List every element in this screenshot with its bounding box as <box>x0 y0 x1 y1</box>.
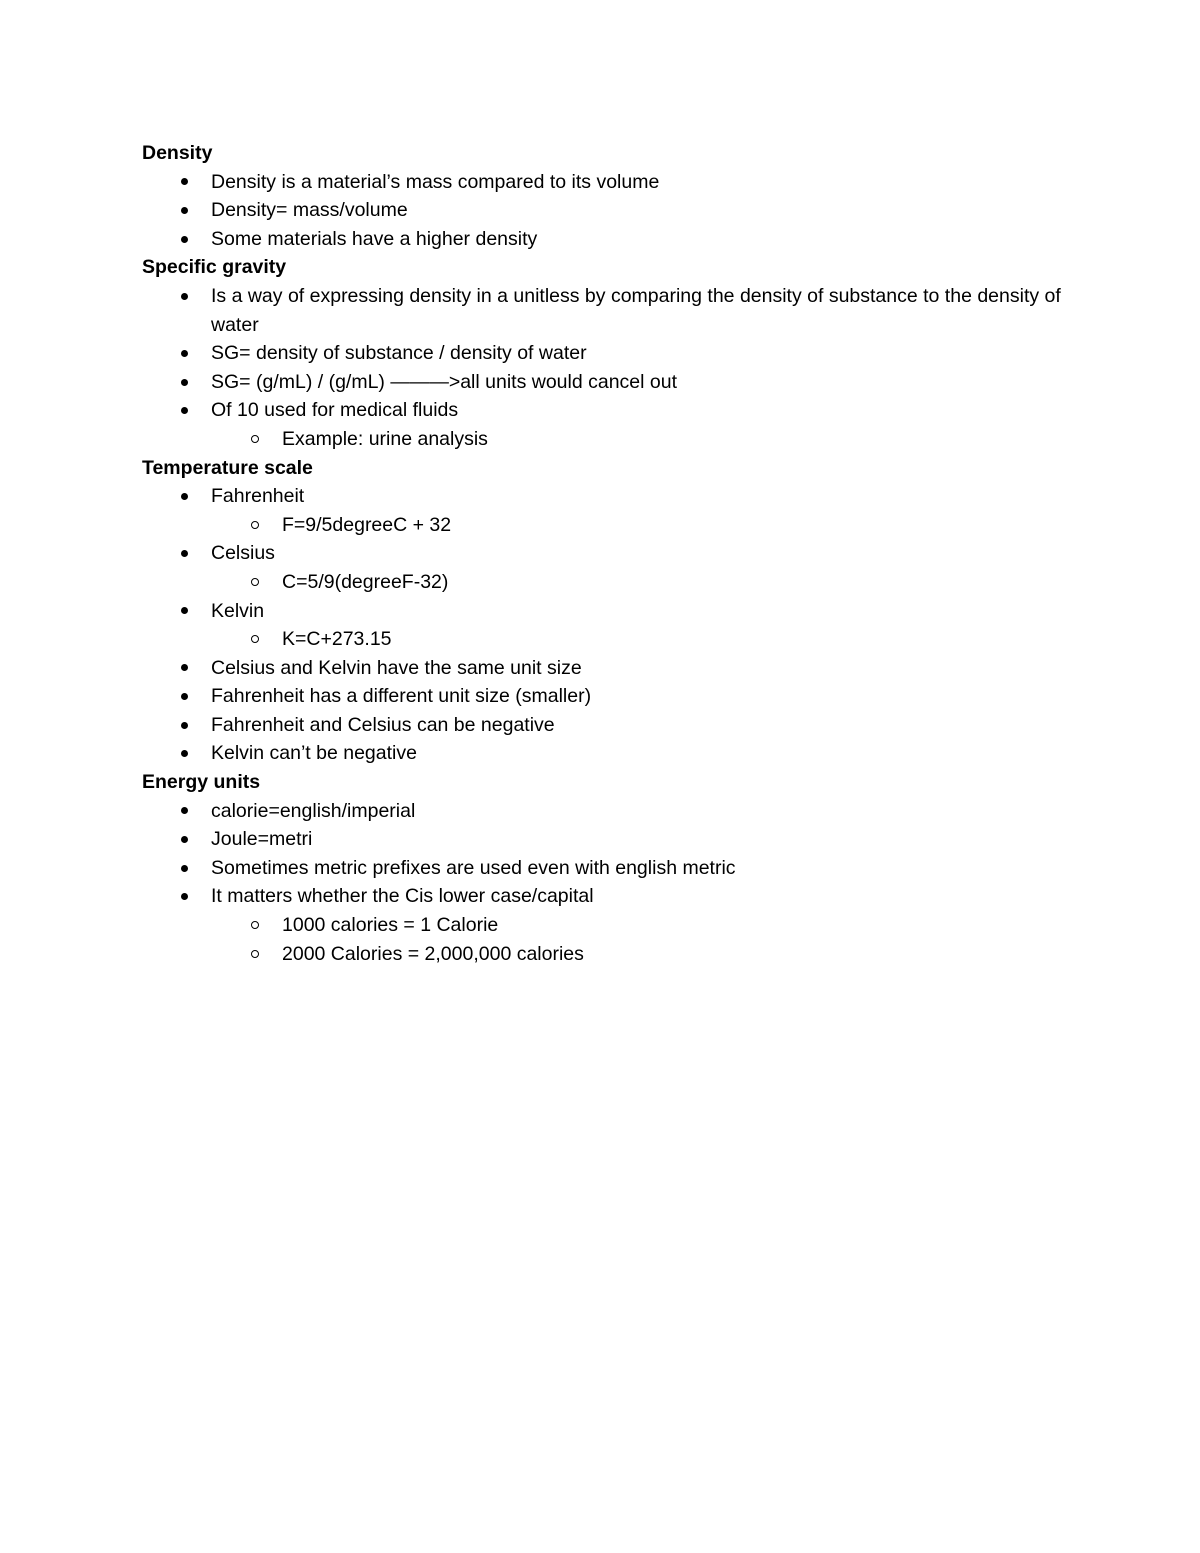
list-item-text: Kelvin <box>211 599 265 622</box>
list-item-text: Of 10 used for medical fluids <box>211 399 459 422</box>
list-item <box>142 168 1082 197</box>
list-item <box>142 368 1082 397</box>
list-item-text: SG= density of substance / density of water <box>211 342 587 365</box>
sub-list-item-text: 2000 Calories = 2,000,000 calories <box>282 942 584 965</box>
bullet-icon <box>178 339 190 368</box>
list-item-text: Celsius and Kelvin have the same unit size <box>211 656 582 679</box>
list-item <box>142 682 1082 711</box>
bullet-icon <box>178 682 190 711</box>
bullet-icon <box>178 597 190 626</box>
list-item <box>142 225 1082 254</box>
bullet-icon <box>178 196 190 225</box>
list-item <box>142 797 1082 826</box>
list-item <box>142 654 1082 683</box>
hollow-bullet-icon <box>249 511 261 540</box>
section-heading-density: Density <box>142 142 213 164</box>
sub-list-item <box>142 625 1082 654</box>
bullet-icon <box>178 368 190 397</box>
list-item-text: Density is a material’s mass compared to its volume <box>211 170 660 193</box>
hollow-bullet-icon <box>249 940 261 969</box>
list-item-text: Sometimes metric prefixes are used even with english metric <box>211 856 736 879</box>
section-heading-specific-gravity: Specific gravity <box>142 256 287 279</box>
list-item-text: Kelvin can’t be negative <box>211 742 417 765</box>
bullet-icon <box>178 739 190 768</box>
list-item-text: Fahrenheit and Celsius can be negative <box>211 713 555 736</box>
list-item-text: Some materials have a higher density <box>211 227 538 250</box>
hollow-bullet-icon <box>249 568 261 597</box>
sub-list-item <box>142 425 1082 454</box>
document-page <box>142 139 1082 968</box>
bullet-icon <box>178 825 190 854</box>
list-item <box>142 597 1082 626</box>
list-item-text: Density= mass/volume <box>211 199 408 222</box>
sub-list-item-text: K=C+273.15 <box>282 628 392 651</box>
list-item <box>142 396 1082 425</box>
sub-list-item-text: C=5/9(degreeF-32) <box>282 570 449 593</box>
bullet-icon <box>178 711 190 740</box>
bullet-icon <box>178 854 190 883</box>
sub-list-item <box>142 911 1082 940</box>
bullet-icon <box>178 396 190 425</box>
list-item-text: Fahrenheit has a different unit size (smaller) <box>211 685 592 708</box>
bullet-icon <box>178 225 190 254</box>
sub-list-item <box>142 568 1082 597</box>
sub-list-item <box>142 940 1082 969</box>
list-item <box>142 825 1082 854</box>
list-item-text: Joule=metri <box>211 828 313 851</box>
sub-list-item-text: 1000 calories = 1 Calorie <box>282 914 499 937</box>
list-item <box>142 739 1082 768</box>
list-item <box>142 482 1082 511</box>
list-item-text: It matters whether the Cis lower case/capital <box>211 885 594 908</box>
sub-list-item-text: F=9/5degreeC + 32 <box>282 513 452 536</box>
bullet-icon <box>178 482 190 511</box>
list-item <box>142 196 1082 225</box>
sub-list-item <box>142 511 1082 540</box>
list-item <box>142 854 1082 883</box>
sub-list-item-text: Example: urine analysis <box>282 427 488 450</box>
bullet-icon <box>178 797 190 826</box>
list-item-text: calorie=english/imperial <box>211 799 416 822</box>
list-item <box>142 711 1082 740</box>
section-heading-energy-units: Energy units <box>142 771 261 794</box>
list-item <box>142 282 1082 339</box>
list-item <box>142 339 1082 368</box>
bullet-icon <box>178 539 190 568</box>
bullet-icon <box>178 168 190 197</box>
list-item-text: SG= (g/mL) / (g/mL) ———>all units would cancel out <box>211 370 678 393</box>
list-item-text: Celsius <box>211 542 275 565</box>
hollow-bullet-icon <box>249 911 261 940</box>
section-heading-temperature-scale: Temperature scale <box>142 456 313 479</box>
list-item <box>142 882 1082 911</box>
bullet-icon <box>178 282 190 311</box>
bullet-icon <box>178 654 190 683</box>
list-item <box>142 539 1082 568</box>
list-item-text: Fahrenheit <box>211 485 305 508</box>
list-item-text: Is a way of expressing density in a unitless by comparing the density of substance to the density of water <box>211 284 1061 336</box>
hollow-bullet-icon <box>249 425 261 454</box>
hollow-bullet-icon <box>249 625 261 654</box>
bullet-icon <box>178 882 190 911</box>
